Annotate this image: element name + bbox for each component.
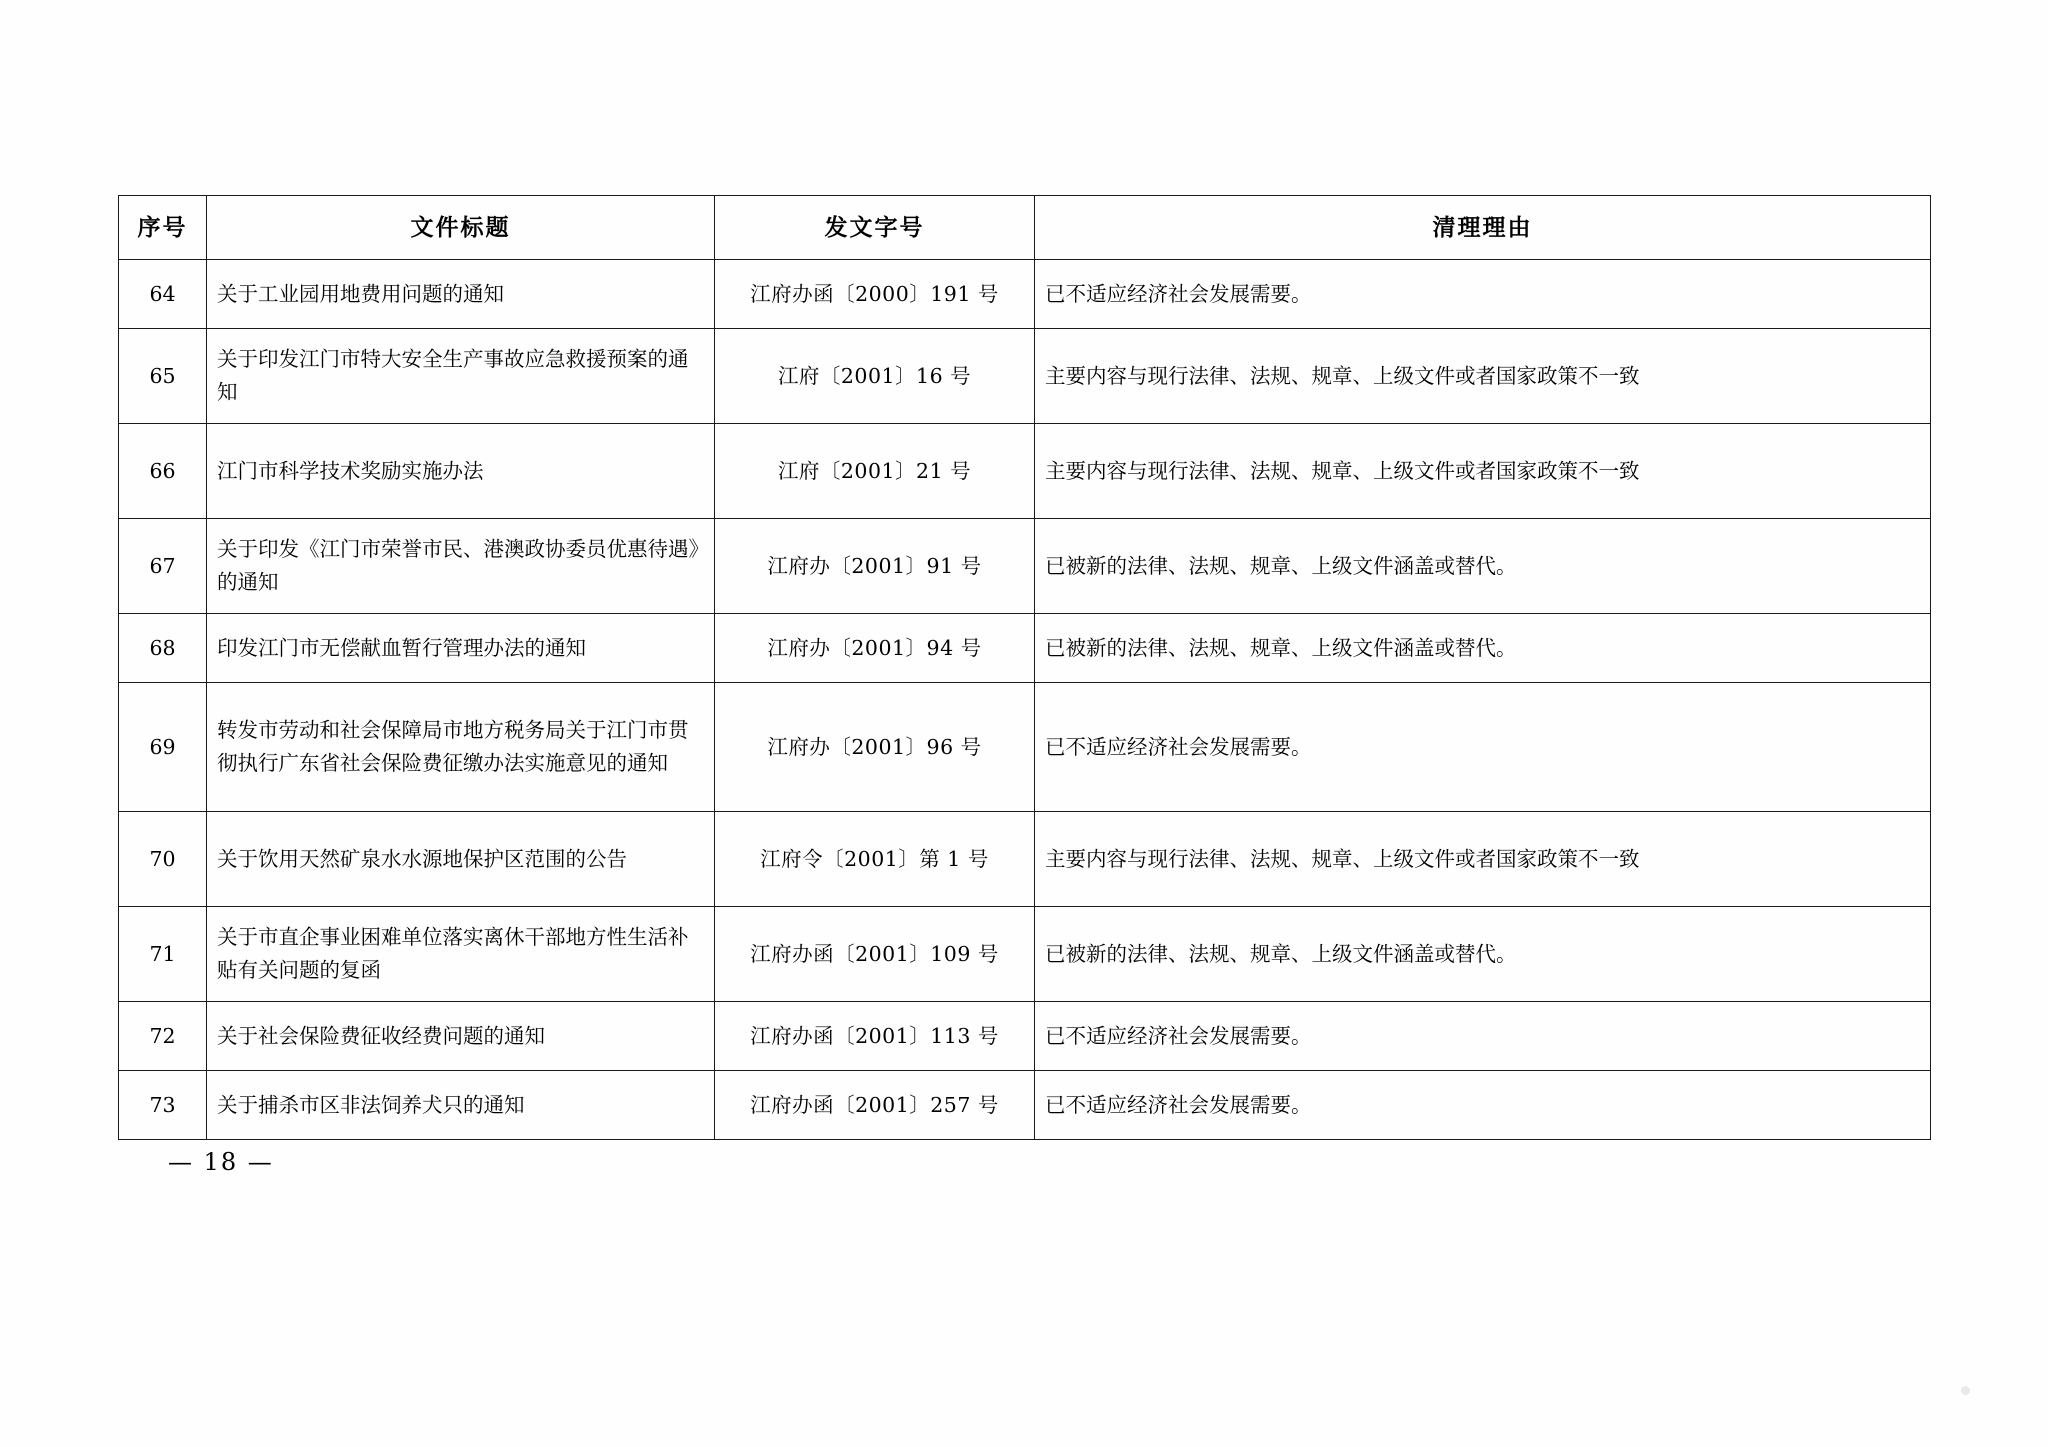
cell-title: 关于印发江门市特大安全生产事故应急救援预案的通知 <box>207 329 715 424</box>
cleanup-catalog-table-container <box>118 195 1930 1140</box>
cell-title: 转发市劳动和社会保障局市地方税务局关于江门市贯彻执行广东省社会保险费征缴办法实施意见的通知 <box>207 683 715 812</box>
cell-reason: 已被新的法律、法规、规章、上级文件涵盖或替代。 <box>1035 614 1931 683</box>
cell-title: 关于饮用天然矿泉水水源地保护区范围的公告 <box>207 812 715 907</box>
column-header-title: 文件标题 <box>207 196 715 260</box>
cell-title: 印发江门市无偿献血暂行管理办法的通知 <box>207 614 715 683</box>
cell-reason: 已不适应经济社会发展需要。 <box>1035 1002 1931 1071</box>
cell-index: 64 <box>119 260 207 329</box>
cell-title: 关于工业园用地费用问题的通知 <box>207 260 715 329</box>
table-body <box>119 260 1931 1140</box>
cell-reason: 已被新的法律、法规、规章、上级文件涵盖或替代。 <box>1035 519 1931 614</box>
page-number: — 18 — <box>168 1148 274 1176</box>
cell-number: 江府〔2001〕16 号 <box>715 329 1035 424</box>
cell-index: 67 <box>119 519 207 614</box>
cell-title: 江门市科学技术奖励实施办法 <box>207 424 715 519</box>
cell-index: 71 <box>119 907 207 1002</box>
column-header-reason: 清理理由 <box>1035 196 1931 260</box>
cell-title: 关于市直企事业困难单位落实离休干部地方性生活补贴有关问题的复函 <box>207 907 715 1002</box>
cleanup-catalog-table <box>118 195 1931 1140</box>
table-row <box>119 1071 1931 1140</box>
cell-title: 关于印发《江门市荣誉市民、港澳政协委员优惠待遇》的通知 <box>207 519 715 614</box>
table-row <box>119 614 1931 683</box>
cell-reason: 主要内容与现行法律、法规、规章、上级文件或者国家政策不一致 <box>1035 812 1931 907</box>
cell-number: 江府〔2001〕21 号 <box>715 424 1035 519</box>
cell-reason: 已被新的法律、法规、规章、上级文件涵盖或替代。 <box>1035 907 1931 1002</box>
table-header-row <box>119 196 1931 260</box>
cell-reason: 主要内容与现行法律、法规、规章、上级文件或者国家政策不一致 <box>1035 424 1931 519</box>
cell-reason: 已不适应经济社会发展需要。 <box>1035 683 1931 812</box>
table-row <box>119 683 1931 812</box>
table-row <box>119 424 1931 519</box>
table-row <box>119 329 1931 424</box>
cell-reason: 主要内容与现行法律、法规、规章、上级文件或者国家政策不一致 <box>1035 329 1931 424</box>
table-row <box>119 260 1931 329</box>
cell-number: 江府办〔2001〕91 号 <box>715 519 1035 614</box>
column-header-index: 序号 <box>119 196 207 260</box>
cell-number: 江府办函〔2001〕113 号 <box>715 1002 1035 1071</box>
cell-index: 68 <box>119 614 207 683</box>
cell-number: 江府令〔2001〕第 1 号 <box>715 812 1035 907</box>
cell-index: 69 <box>119 683 207 812</box>
cell-index: 65 <box>119 329 207 424</box>
cell-title: 关于社会保险费征收经费问题的通知 <box>207 1002 715 1071</box>
corner-mark-dot <box>1961 1386 1970 1395</box>
cell-index: 70 <box>119 812 207 907</box>
cell-index: 72 <box>119 1002 207 1071</box>
table-row <box>119 907 1931 1002</box>
cell-index: 73 <box>119 1071 207 1140</box>
cell-reason: 已不适应经济社会发展需要。 <box>1035 260 1931 329</box>
table-row <box>119 519 1931 614</box>
cell-number: 江府办函〔2001〕109 号 <box>715 907 1035 1002</box>
cell-number: 江府办函〔2001〕257 号 <box>715 1071 1035 1140</box>
cell-index: 66 <box>119 424 207 519</box>
table-row <box>119 1002 1931 1071</box>
cell-title: 关于捕杀市区非法饲养犬只的通知 <box>207 1071 715 1140</box>
cell-number: 江府办〔2001〕94 号 <box>715 614 1035 683</box>
column-header-number: 发文字号 <box>715 196 1035 260</box>
cell-reason: 已不适应经济社会发展需要。 <box>1035 1071 1931 1140</box>
table-row <box>119 812 1931 907</box>
cell-number: 江府办函〔2000〕191 号 <box>715 260 1035 329</box>
cell-number: 江府办〔2001〕96 号 <box>715 683 1035 812</box>
table-header <box>119 196 1931 260</box>
